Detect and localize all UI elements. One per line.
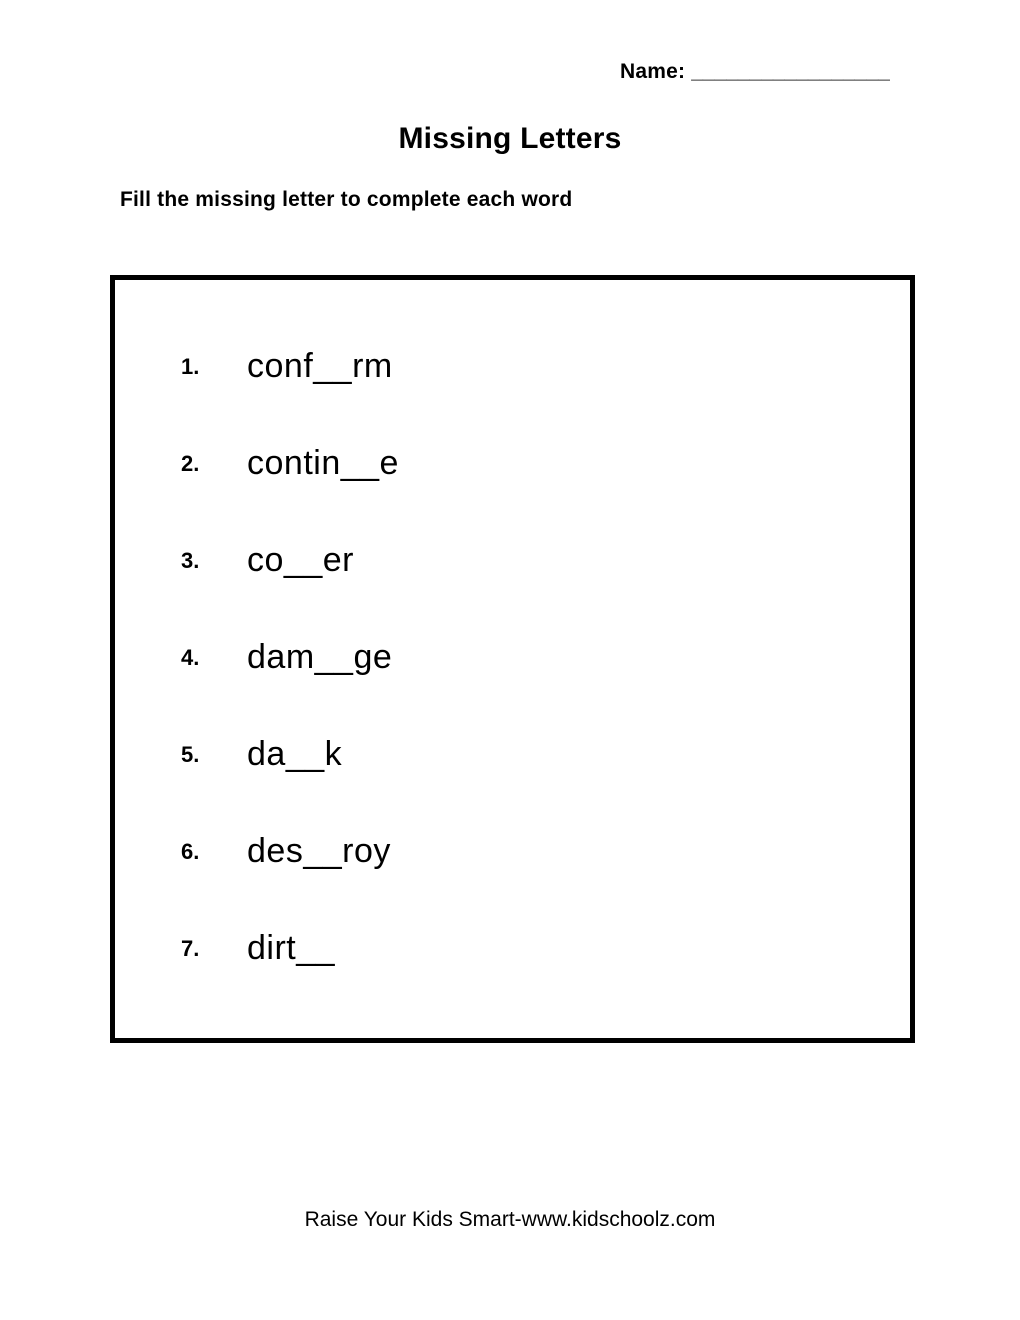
- item-number: 1.: [181, 353, 200, 379]
- item-number: 2.: [181, 450, 200, 476]
- item-number: 5.: [181, 741, 200, 767]
- word-list-item: [115, 415, 910, 512]
- word-list-item: [115, 512, 910, 609]
- name-blank-line: _________________: [691, 60, 890, 83]
- item-word: da__k: [247, 735, 343, 773]
- word-list-item: [115, 706, 910, 803]
- item-word: co__er: [247, 541, 354, 579]
- item-word: des__roy: [247, 832, 391, 870]
- word-list-item: [115, 609, 910, 706]
- item-word: dam__ge: [247, 638, 393, 676]
- name-label: Name:: [620, 60, 686, 83]
- name-line: [620, 60, 890, 84]
- item-number: 7.: [181, 935, 200, 961]
- footer-credit: Raise Your Kids Smart-www.kidschoolz.com: [304, 1208, 716, 1231]
- instruction-text: Fill the missing letter to complete each word: [120, 188, 573, 211]
- item-number: 6.: [181, 838, 200, 864]
- word-list-item: [115, 900, 910, 997]
- item-word: dirt__: [247, 929, 336, 967]
- page-title: Missing Letters: [398, 122, 622, 155]
- item-number: 3.: [181, 547, 200, 573]
- item-number: 4.: [181, 644, 200, 670]
- word-list-item: [115, 803, 910, 900]
- word-list-item: [115, 318, 910, 415]
- word-list-box: [110, 275, 915, 1043]
- item-word: conf__rm: [247, 347, 393, 385]
- item-word: contin__e: [247, 444, 399, 482]
